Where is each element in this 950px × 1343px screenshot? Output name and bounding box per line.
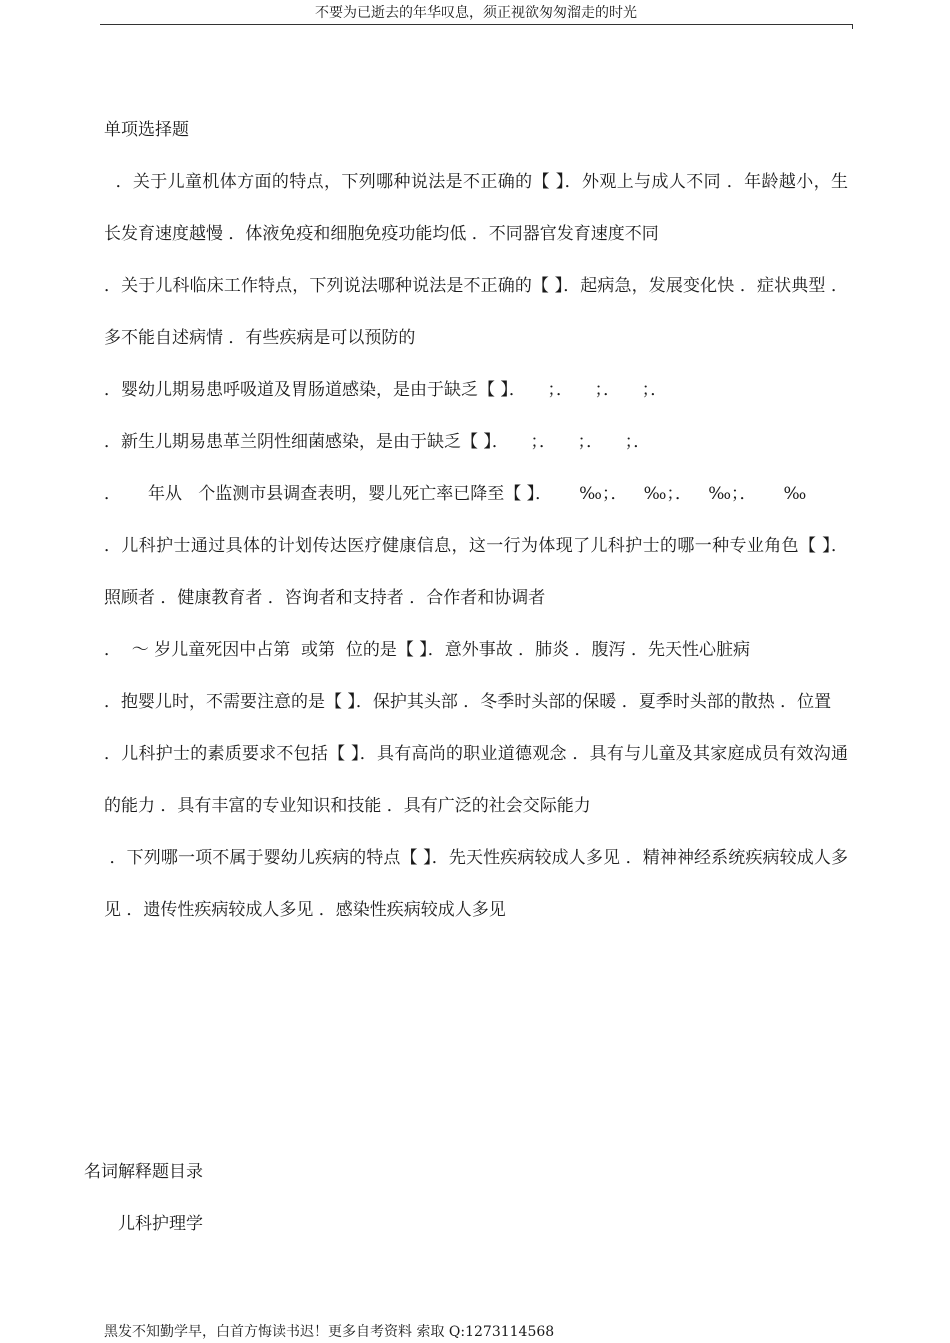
- section-title-glossary: 名词解释题目录: [84, 1162, 203, 1182]
- question-7: ． ～ 岁儿童死因中占第 或第 位的是【 】．意外事故 ．肺炎 ．腹泻 ．先天性心脏病: [104, 640, 750, 660]
- header-rule-tick: [852, 24, 853, 29]
- question-9: ．儿科护士的素质要求不包括【 】．具有高尚的职业道德观念 ．具有与儿童及其家庭成员有效沟通的能力 ．具有丰富的专业知识和技能 ．具有广泛的社会交际能力: [104, 744, 848, 816]
- question-8: ．抱婴儿时，不需要注意的是【 】．保护其头部 ．冬季时头部的保暖 ．夏季时头部的散热 ．位置: [104, 692, 832, 712]
- question-10: ．下列哪一项不属于婴幼儿疾病的特点【 】．先天性疾病较成人多见 ．精神神经系统疾病较成人多见 ．遗传性疾病较成人多见 ．感染性疾病较成人多见: [104, 848, 849, 920]
- glossary-subtitle: 儿科护理学: [118, 1214, 203, 1234]
- section-title-single-choice: 单项选择题: [104, 120, 189, 140]
- main-content: [104, 104, 848, 936]
- question-1: ．关于儿童机体方面的特点，下列哪种说法是不正确的【 】．外观上与成人不同 ．年龄越小，生长发育速度越慢 ．体液免疫和细胞免疫功能均低 ．不同器官发育速度不同: [104, 172, 848, 244]
- header-motto: 不要为已逝去的年华叹息，须正视欲匆匆溜走的时光: [315, 5, 637, 21]
- question-4: ．新生儿期易患革兰阴性细菌感染，是由于缺乏【 】． ；． ；． ；．: [104, 432, 651, 452]
- question-2: ．关于儿科临床工作特点，下列说法哪种说法是不正确的【 】．起病急，发展变化快 ．症状典型 ．多不能自述病情 ．有些疾病是可以预防的: [104, 276, 848, 348]
- question-6: ．儿科护士通过具体的计划传达医疗健康信息，这一行为体现了儿科护士的哪一种专业角色【 】．照顾者 ．健康教育者 ．咨询者和支持者 ．合作者和协调者: [104, 536, 848, 608]
- page-footer: 黑发不知勤学早，白首方悔读书迟！更多自考资料 索取 Q:1273114568: [104, 1324, 555, 1340]
- page-header: [100, 4, 852, 25]
- question-3: ．婴幼儿期易患呼吸道及胃肠道感染，是由于缺乏【 】． ；． ；． ；．: [104, 380, 668, 400]
- question-5: ． 年从 个监测市县调查表明，婴儿死亡率已降至【 】． ‰；． ‰；． ‰；． ‰: [104, 484, 807, 504]
